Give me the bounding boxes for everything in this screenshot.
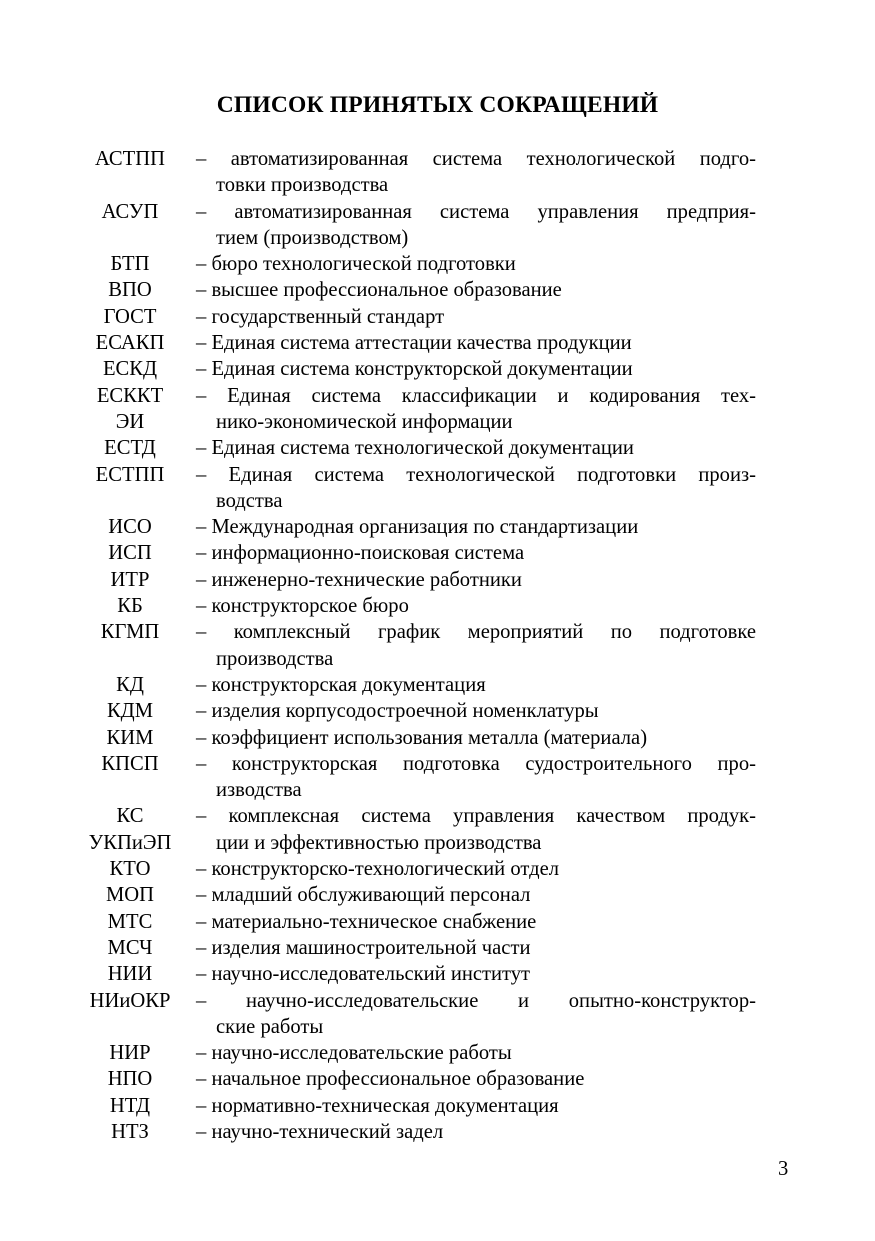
entry-line [0,356,875,382]
entry-line [0,277,875,303]
definition: – Единая система технологической документации [196,437,634,460]
definition: – научно-исследовательские работы [196,1042,512,1065]
definition: – конструкторская документация [196,673,486,696]
abbreviation-entry [0,1093,875,1119]
abbreviation-list [0,146,875,1145]
abbreviation: ЕСТПП [95,463,165,486]
abbreviation-entry [0,593,875,619]
entry-line [0,251,875,277]
entry-line [0,409,875,435]
definition: – конструкторская подготовка судостроительного про- [196,752,756,775]
abbreviation: БТП [110,253,150,276]
entry-line [0,988,875,1014]
entry-line [0,462,875,488]
abbreviation: ЕСКД [102,358,158,381]
page-title: СПИСОК ПРИНЯТЫХ СОКРАЩЕНИЙ [216,92,659,118]
abbreviation: НТД [109,1094,151,1117]
abbreviation-entry [0,882,875,908]
abbreviation: КГМП [100,621,160,644]
definition: – конструкторско-технологический отдел [196,858,559,881]
abbreviation-entry [0,199,875,252]
entry-line [0,304,875,330]
abbreviation-entry [0,462,875,515]
abbreviation: ИТР [110,568,150,591]
definition: – Международная организация по стандартизации [196,516,639,539]
definition: – младший обслуживающий персонал [196,884,531,907]
definition: – автоматизированная система технологической подго- [196,148,756,170]
entry-line [0,803,875,829]
entry-line [0,383,875,409]
abbreviation: НИиОКР [89,989,171,1012]
abbreviation: ИСО [108,516,152,539]
entry-line [0,435,875,461]
abbreviation [70,172,190,198]
abbreviation: УКПиЭП [88,831,172,854]
abbreviation: КД [116,673,144,696]
abbreviation-entry [0,1119,875,1145]
abbreviation: ИСП [108,542,152,565]
definition: – Единая система классификации и кодирования тех- [196,384,756,407]
definition: – изделия корпусодостроечной номенклатуры [196,700,599,723]
definition: – изделия машиностроительной части [196,936,531,959]
abbreviation-entry [0,619,875,672]
entry-line [0,619,875,645]
entry-line [0,751,875,777]
definition: – научно-исследовательские и опытно-конструктор- [196,989,756,1012]
abbreviation [70,777,190,803]
definition: – конструкторское бюро [196,595,409,618]
entry-line [0,725,875,751]
abbreviation-entry [0,988,875,1041]
abbreviation-entry [0,356,875,382]
abbreviation: КДМ [106,700,154,723]
abbreviation-entry [0,909,875,935]
entry-line [0,488,875,514]
abbreviation-entry [0,961,875,987]
abbreviation-entry [0,146,875,199]
abbreviation: КТО [109,858,151,881]
definition-continuation: товки производства [216,174,389,197]
abbreviation [70,488,190,514]
definition: – инженерно-технические работники [196,568,522,591]
definition: – Единая система конструкторской документации [196,358,633,381]
definition-continuation: производства [216,647,334,670]
definition: – комплексная система управления качеством продук- [196,805,756,828]
abbreviation-entry [0,277,875,303]
abbreviation: НИР [109,1042,151,1065]
abbreviation-entry [0,540,875,566]
abbreviation [70,225,190,251]
abbreviation-entry [0,1066,875,1092]
entry-line [0,672,875,698]
abbreviation-entry [0,304,875,330]
definition: – научно-исследовательский институт [196,963,531,986]
definition: – начальное профессиональное образование [196,1068,585,1091]
entry-line [0,961,875,987]
abbreviation: ЕСТД [104,437,156,460]
definition-continuation: изводства [216,779,302,802]
abbreviation-entry [0,803,875,856]
entry-line [0,225,875,251]
entry-line [0,909,875,935]
abbreviation [70,646,190,672]
abbreviation-entry [0,698,875,724]
abbreviation-entry [0,330,875,356]
entry-line [0,330,875,356]
abbreviation: АСТПП [95,148,165,170]
entry-line [0,935,875,961]
abbreviation [70,1014,190,1040]
page-number: 3 [778,1158,789,1180]
entry-line [0,646,875,672]
abbreviation-entry [0,725,875,751]
definition: – Единая система технологической подготовки произ- [196,463,756,486]
definition: – автоматизированная система управления предприя- [196,200,756,223]
abbreviation: КПСП [101,752,159,775]
abbreviation-entry [0,383,875,436]
definition: – государственный стандарт [196,305,445,328]
entry-line [0,199,875,225]
abbreviation: ЕСАКП [95,332,165,355]
definition: – нормативно-техническая документация [196,1094,559,1117]
definition-continuation: нико-экономической информации [216,410,513,433]
abbreviation: АСУП [101,200,159,223]
entry-line [0,882,875,908]
definition: – материально-техническое снабжение [196,910,537,933]
entry-line [0,567,875,593]
entry-line [0,1040,875,1066]
entry-line [0,540,875,566]
entry-line [0,698,875,724]
entry-line [0,172,875,198]
abbreviation: КС [116,805,144,828]
definition-continuation: водства [216,489,283,512]
entry-line [0,1093,875,1119]
entry-line [0,1014,875,1040]
abbreviation-entry [0,935,875,961]
abbreviation-entry [0,751,875,804]
abbreviation-entry [0,567,875,593]
abbreviation: МОП [105,884,155,907]
abbreviation-entry [0,1040,875,1066]
entry-line [0,856,875,882]
abbreviation: МТС [107,910,153,933]
definition: – комплексный график мероприятий по подготовке [196,621,756,644]
abbreviation: МСЧ [107,936,153,959]
abbreviation: ЭИ [115,410,145,433]
entry-line [0,1119,875,1145]
abbreviation: ЕСККТ [96,384,164,407]
definition: – коэффициент использования металла (материала) [196,726,648,749]
entry-line [0,514,875,540]
abbreviation: НИИ [107,963,153,986]
abbreviation-entry [0,435,875,461]
definition-continuation: тием (производством) [216,226,409,249]
entry-line [0,593,875,619]
definition: – информационно-поисковая система [196,542,525,565]
definition: – Единая система аттестации качества продукции [196,332,632,355]
abbreviation: ВПО [108,279,152,302]
abbreviation: НПО [107,1068,153,1091]
entry-line [0,830,875,856]
entry-line [0,777,875,803]
entry-line [0,1066,875,1092]
abbreviation-entry [0,672,875,698]
entry-line [0,146,875,172]
abbreviation-entry [0,856,875,882]
definition-continuation: ции и эффективностью производства [216,831,542,854]
abbreviation: КБ [117,595,143,618]
definition: – бюро технологической подготовки [196,253,516,276]
abbreviation-entry [0,514,875,540]
definition: – высшее профессиональное образование [196,279,562,302]
abbreviation: КИМ [106,726,154,749]
abbreviation-entry [0,251,875,277]
abbreviation: ГОСТ [103,305,157,328]
definition-continuation: ские работы [216,1015,324,1038]
abbreviation: НТЗ [111,1120,149,1143]
definition: – научно-технический задел [196,1120,444,1143]
